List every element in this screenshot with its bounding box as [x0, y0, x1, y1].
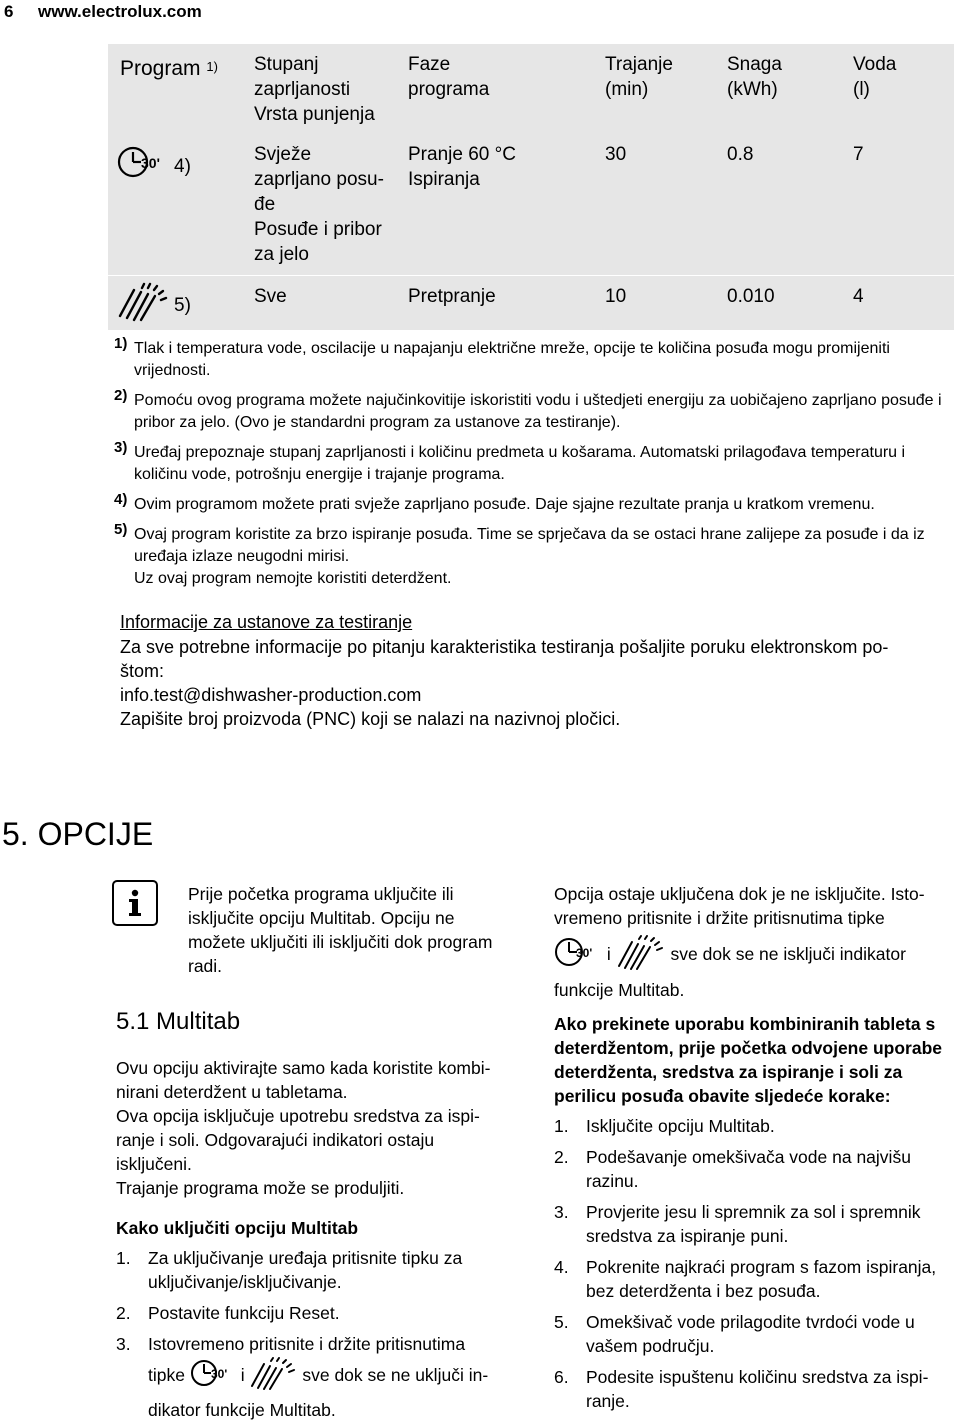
row1-phases: Pranje 60 °C Ispiranja: [408, 144, 516, 190]
th-program: Program $^{1)}$: [120, 57, 218, 80]
step-2: 2. Podešavanje omekšivača vode na najvišu razinu.: [554, 1147, 911, 1191]
th-soil: Stupanj zaprljanosti Vrsta punjenja: [254, 54, 375, 125]
row1-water: 7: [853, 144, 864, 165]
row1-soil: Svježe zaprljano posu- đe Posuđe i pribor za jelo: [254, 144, 384, 265]
th-phases: Faze programa: [408, 54, 490, 100]
table-row-divider: [108, 275, 954, 276]
rinse-spray-button-icon: [249, 1356, 297, 1397]
site-url: www.electrolux.com: [38, 2, 202, 21]
svg-text:30': 30': [141, 155, 160, 171]
footnote-5: 5) Ovaj program koristite za brzo ispiranje posuđa. Time se sprječava da se ostaci hrane zalijepe za posuđe i da iz uređaja izlaze neugodni mirisi. Uz ovaj program nemojte koristiti deterdžent.: [114, 521, 925, 587]
footnote-2: 2) Pomoću ovog programa možete najučinkovitije iskoristiti vodu i uštedjeti energiju za uobičajeno zaprljano posuđe i pribor za jelo. (Ovo je standardni program za ustanove za testiranje).: [114, 387, 942, 431]
howto-step-3-cont: tipke 30' i sve dok se ne uključi in- dikator funkcije Multitab.: [148, 1356, 518, 1423]
right-intro: Opcija ostaje uključena dok je ne isključite. Isto- vremeno pritisnite i držite pritisnutima tipke: [554, 884, 925, 928]
svg-text:30': 30': [210, 1367, 228, 1381]
footnote-4: 4) Ovim programom možete prati svježe zaprljano posuđe. Daje sjajne rezultate pranja u kratkom vremenu.: [114, 491, 875, 513]
warning-text: Ako prekinete uporabu kombiniranih tableta s deterdžentom, prije početka odvojene uporabe deterdženta, sredstva za ispiranje i soli za perilicu posuđa obavite sljedeće korake:: [554, 1014, 942, 1106]
row1-fn: 4): [174, 156, 191, 177]
info-title: Informacije za ustanove za testiranje: [120, 612, 413, 632]
footnotes: [114, 335, 956, 592]
multitab-description: Ovu opciju aktivirajte samo kada koristite kombi- nirani deterdžent u tabletama. Ova opcija isključuje upotrebu sredstva za ispi- ranje i soli. Odgovarajući indikatori ostaju isključeni. Trajanje programa može se produljiti.: [116, 1058, 491, 1198]
right-buttons-line: 30' i sve dok se ne isključi indikator funkcije Multitab.: [554, 934, 954, 1003]
row2-phases: Pretpranje: [408, 286, 496, 307]
row2-water: 4: [853, 286, 864, 307]
step-5: 5. Omekšivač vode prilagodite tvrdoći vode u vašem području.: [554, 1312, 915, 1356]
info-email[interactable]: info.test@dishwasher-production.com: [120, 685, 422, 705]
quick-30-button-icon: [554, 935, 602, 976]
step-4: 4. Pokrenite najkraći program s fazom ispiranja, bez deterdženta i bez posuđa.: [554, 1257, 937, 1301]
howto-steps: [116, 1246, 516, 1363]
howto-step-2: 2. Postavite funkciju Reset.: [116, 1303, 340, 1323]
step-1: 1. Isključite opciju Multitab.: [554, 1116, 775, 1136]
row2-soil: Sve: [254, 286, 287, 307]
row1-duration: 30: [605, 144, 627, 165]
svg-text:30': 30': [576, 946, 593, 960]
row2-energy: 0.010: [727, 286, 775, 307]
program-table: [108, 44, 954, 330]
step-6: 6. Podesite ispuštenu količinu sredstva za ispi- ranje.: [554, 1367, 929, 1411]
disable-steps: [554, 1114, 954, 1420]
info-body: Za sve potrebne informacije po pitanju karakteristika testiranja pošaljite poruku elektronskom po- štom: info.test@dishwasher-production.com Zapišite broj proizvoda (PNC) koji se nalazi na nazivnoj pločici.: [120, 637, 889, 729]
howto-step-3: 3. Istovremeno pritisnite i držite pritisnutima: [116, 1334, 466, 1354]
row2-fn: 5): [174, 295, 191, 316]
th-duration: Trajanje (min): [605, 54, 673, 100]
section-title: 5. OPCIJE: [2, 816, 154, 852]
rinse-spray-button-icon: [616, 934, 666, 977]
howto-step-1: 1. Za uključivanje uređaja pritisnite tipku za uključivanje/isključivanje.: [116, 1248, 463, 1292]
info-icon: [112, 880, 158, 926]
row1-energy: 0.8: [727, 144, 754, 165]
howto-title: Kako uključiti opciju Multitab: [116, 1218, 359, 1238]
quick-30-button-icon: [190, 1357, 236, 1396]
note-text: Prije početka programa uključite ili isključite opciju Multitab. Opciju ne možete uključiti ili isključiti dok program radi.: [188, 884, 493, 976]
footnote-3: 3) Uređaj prepoznaje stupanj zaprljanosti i količinu predmeta u košarama. Automatski prilagođava temperaturu i količinu vode, potrošnju energije i trajanje programa.: [114, 439, 906, 483]
th-energy: Snaga (kWh): [727, 54, 782, 100]
row2-duration: 10: [605, 286, 627, 307]
step-3: 3. Provjerite jesu li spremnik za sol i spremnik sredstva za ispiranje puni.: [554, 1202, 921, 1246]
footnote-1: 1) Tlak i temperatura vode, oscilacije u napajanju električne mreže, opcije te količina posuđa mogu promijeniti vrijednosti.: [114, 335, 890, 379]
rinse-spray-program-icon: [116, 282, 170, 327]
subsection-title: 5.1 Multitab: [116, 1008, 241, 1035]
th-water: Voda (l): [853, 54, 897, 100]
quick-30-program-icon: [116, 144, 172, 185]
page-number: 6: [4, 2, 14, 21]
